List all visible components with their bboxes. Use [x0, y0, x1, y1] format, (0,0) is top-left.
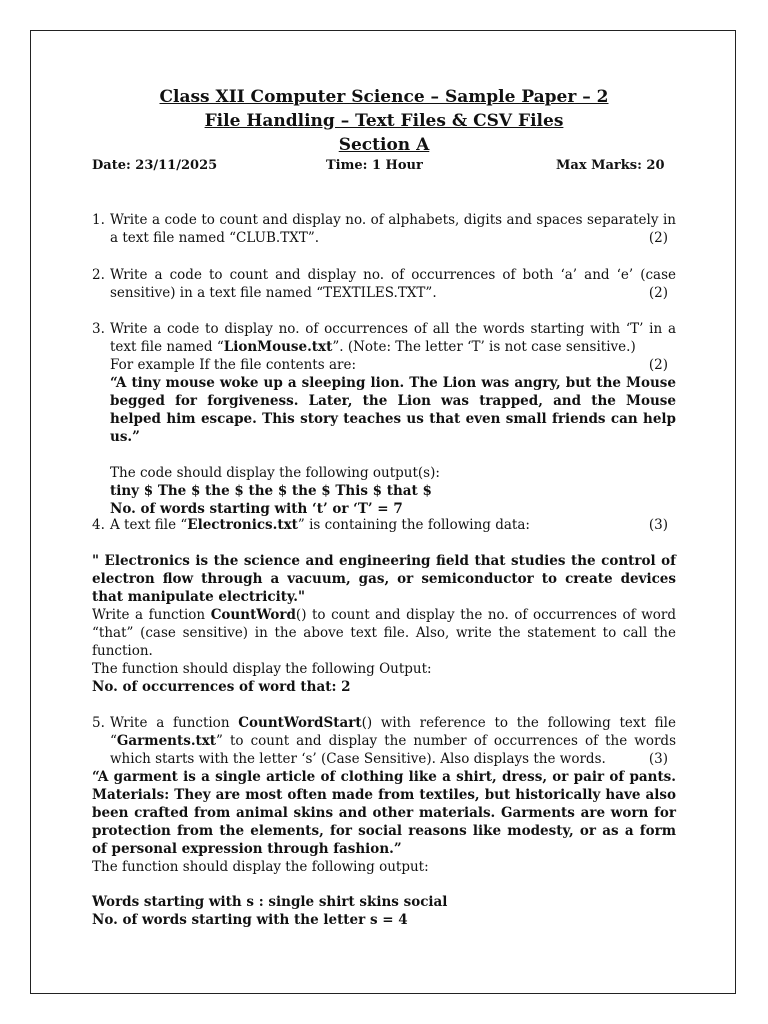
paper-subtitle: File Handling – Text Files & CSV Files [204, 111, 564, 131]
question-number: 3. [92, 321, 105, 337]
sample-file-content: “A tiny mouse woke up a sleeping lion. The Lion was angry, but the Mouse begged for forgiveness. Later, the Lion was trapped, and the Mouse helped him escape. This story teaches us that even small friends can help us.” [110, 375, 676, 445]
sample-file-content: “A garment is a single article of clothing like a shirt, dress, or pair of pants. Materials: They are most often made from textiles, but historically have also been crafted from animal skins and other materials. Garments are worn for protection from the elements, for social reasons like modesty, or as a form of personal expression through fashion.” [92, 769, 676, 857]
question-2 [92, 266, 676, 302]
output-intro: The code should display the following output(s): [110, 465, 440, 481]
question-number: 2. [92, 267, 105, 283]
question-text-end: ” is containing the following data: [297, 517, 530, 533]
exam-time: Time: 1 Hour [326, 158, 423, 173]
paper-title: Class XII Computer Science – Sample Paper – 2 [159, 87, 609, 107]
question-number: 4. [92, 517, 105, 533]
function-name: CountWord [210, 607, 296, 623]
question-5 [92, 714, 676, 768]
question-text-note: ”. (Note: The letter ‘T’ is not case sensitive.) [332, 339, 636, 355]
question-1 [92, 211, 676, 247]
expected-output-count: No. of words starting with ‘t’ or ‘T’ = 7 [110, 501, 403, 517]
question-instruction [92, 606, 676, 660]
question-number: 1. [92, 212, 105, 228]
expected-output-words: Words starting with s : single shirt skins social [92, 894, 448, 910]
question-text: Write a function [110, 715, 239, 731]
filename: Garments.txt [116, 733, 217, 749]
question-number: 5. [92, 715, 105, 731]
question-marks: (3) [648, 751, 668, 767]
question-3 [92, 320, 676, 518]
question-text-end: ” to count and display the number of occurrences of the words which starts with the letter ‘s’ (Case Sensitive). Also displays the words. [110, 733, 676, 767]
output-intro: The function should display the following Output: [92, 661, 432, 677]
question-4 [92, 516, 676, 534]
expected-output-count: No. of words starting with the letter s = 4 [92, 912, 408, 928]
expected-output: No. of occurrences of word that: 2 [92, 679, 351, 695]
exam-date: Date: 23/11/2025 [92, 158, 218, 173]
question-text: Write a code to display no. of occurrences of all the words starting with ‘T’ in a text file named “ [110, 321, 676, 355]
instruction-text-end: () to count and display the no. of occurrences of word “that” (case sensitive) in the above text file. Also, write the statement to call the function. [92, 607, 676, 659]
instruction-text: Write a function [92, 607, 211, 623]
sample-file-content: " Electronics is the science and engineering field that studies the control of electron flow through a vacuum, gas, or semiconductor to create devices that manipulate electricity." [92, 553, 676, 605]
question-text: A text file “ [110, 517, 188, 533]
question-marks: (2) [648, 357, 668, 373]
filename: LionMouse.txt [223, 339, 333, 355]
question-marks: (2) [648, 230, 668, 246]
filename: Electronics.txt [187, 517, 298, 533]
expected-output-line: tiny $ The $ the $ the $ the $ This $ that $ [110, 483, 432, 499]
question-marks: (2) [648, 285, 668, 301]
question-text-mid: () with reference to the following text file “ [110, 715, 676, 749]
example-intro: For example If the file contents are: [110, 357, 356, 373]
section-heading: Section A [338, 135, 430, 155]
question-marks: (3) [648, 517, 668, 533]
question-text: Write a code to count and display no. of alphabets, digits and spaces separately in a text file named “CLUB.TXT”. [110, 212, 676, 246]
max-marks: Max Marks: 20 [556, 158, 665, 173]
function-name: CountWordStart [238, 715, 362, 731]
output-intro: The function should display the following output: [92, 859, 429, 875]
question-text: Write a code to count and display no. of occurrences of both ‘a’ and ‘e’ (case sensitive) in a text file named “TEXTILES.TXT”. [110, 267, 676, 301]
